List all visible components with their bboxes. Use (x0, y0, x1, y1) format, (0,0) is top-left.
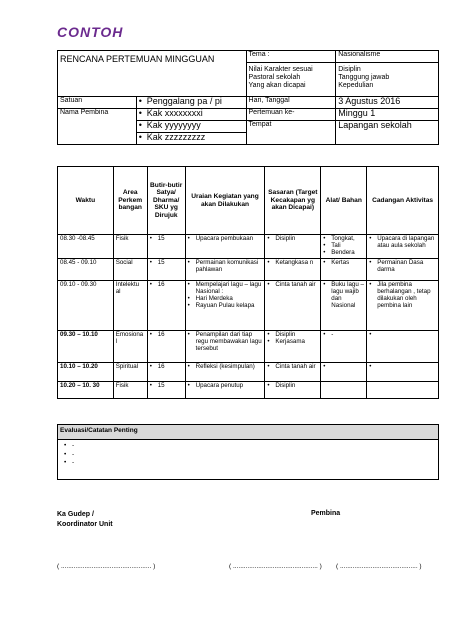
cell-uraian: • Upacara penutup (185, 382, 265, 399)
satuan-label: Satuan (58, 97, 137, 109)
cell-alat: • - (321, 331, 367, 363)
nilai-value-line: Disiplin (338, 66, 361, 73)
cell-butir: • 15 (147, 259, 185, 281)
cell-cadangan: • Permainan Dasa darma (367, 259, 439, 281)
header-uraian: Uraian Kegiatan yang akan Dilakukan (185, 167, 265, 235)
pembina-value: • Kak yyyyyyyy (136, 121, 246, 133)
cell-area: Social (113, 259, 147, 281)
evaluation-line: • - (64, 450, 75, 458)
table-row (58, 235, 439, 259)
cell-sasaran: • Ketangkasa n (265, 259, 321, 281)
right-signature-title: Pembina (311, 510, 341, 517)
right-signature-line-dots: ( ........................................... ) (336, 563, 422, 570)
cell-butir: • 15 (147, 382, 185, 399)
left-signature-line: Ka Gudep / (57, 511, 94, 518)
header-waktu: Waktu (58, 167, 114, 235)
pembina-value: • Kak zzzzzzzzz (136, 133, 246, 145)
satuan-value: • Penggalang pa / pi (136, 97, 246, 109)
cell-waktu: 10.20 – 10. 30 (58, 382, 114, 399)
left-signature-line: Koordinator Unit (57, 521, 113, 528)
cell-butir: • 16 (147, 331, 185, 363)
header-area: Area Perkem bangan (113, 167, 147, 235)
evaluation-title: Evaluasi/Catatan Penting (58, 425, 438, 440)
cell-area: Spiritual (113, 363, 147, 382)
tempat-value: Lapangan sekolah (336, 121, 439, 145)
header-cadangan: Cadangan Aktivitas (367, 167, 439, 235)
nilai-label (246, 63, 336, 97)
nilai-label-line: Pastoral sekolah (248, 74, 301, 81)
tema-label: Tema : (246, 51, 336, 63)
table-row (58, 363, 439, 382)
nilai-value (336, 63, 439, 97)
cell-cadangan: • (367, 363, 439, 382)
pembina-value: • Kak xxxxxxxxi (136, 109, 246, 121)
page-title: CONTOH (57, 24, 124, 40)
cell-alat: • Tongkat, • Tali • Bendera (321, 235, 367, 259)
table-row (58, 331, 439, 363)
table-row (58, 281, 439, 331)
table-row (58, 259, 439, 281)
cell-cadangan: • Upacara di lapangan atau aula sekolah (367, 235, 439, 259)
cell-area: Fisik (113, 382, 147, 399)
cell-butir: • 16 (147, 363, 185, 382)
cell-sasaran: • Disiplin (265, 382, 321, 399)
cell-area: Emosiona l (113, 331, 147, 363)
cell-cadangan: • (367, 331, 439, 363)
evaluation-box (57, 424, 439, 480)
nilai-value-line: Tanggung jawab (338, 74, 390, 81)
header-alat: Alat/ Bahan (321, 167, 367, 235)
left-signature-line-dots: ( .................................................. ) (57, 563, 156, 570)
evaluation-line: • - (64, 442, 75, 449)
cell-area: Intelektu al (113, 281, 147, 331)
pembina-label: Nama Pembina (58, 109, 137, 145)
header-butir: Butir-butir Satya/ Dharma/ SKU yg Dirujuk (147, 167, 185, 235)
info-table (57, 50, 439, 145)
left-signature-title (57, 510, 113, 530)
cell-sasaran: • Disiplin • Kerjasama (265, 331, 321, 363)
cell-uraian: • Penampilan dari tiap regu membawakan lagu tersebut (185, 331, 265, 363)
cell-waktu: 09.30 – 10.10 (58, 331, 114, 363)
cell-sasaran: • Disiplin (265, 235, 321, 259)
cell-alat: • Buku lagu – lagu wajib dan Nasional (321, 281, 367, 331)
evaluation-line: • - (64, 459, 75, 466)
doc-title: RENCANA PERTEMUAN MINGGUAN (58, 51, 247, 97)
cell-uraian: • Refleksi (kesimpulan) (185, 363, 265, 382)
hari-value: 3 Agustus 2016 (336, 97, 439, 109)
cell-alat: • (321, 363, 367, 382)
nilai-value-line: Kepedulian (338, 82, 374, 89)
cell-waktu: 08.30 -08.45 (58, 235, 114, 259)
tempat-label: Tempat (246, 121, 336, 145)
cell-waktu: 10.10 – 10.20 (58, 363, 114, 382)
cell-area: Fisik (113, 235, 147, 259)
cell-alat: • Kertas (321, 259, 367, 281)
mid-signature-line-dots: ( ............................................... ) (229, 563, 322, 570)
cell-waktu: 09.10 - 09.30 (58, 281, 114, 331)
cell-waktu: 08.45 - 09.10 (58, 259, 114, 281)
header-sasaran: Sasaran (Target Kecakapan yg akan Dicapai) (265, 167, 321, 235)
pertemuan-value: Minggu 1 (336, 109, 439, 121)
cell-sasaran: • Cinta tanah air (265, 363, 321, 382)
hari-label: Hari, Tanggal (246, 97, 336, 109)
table-row (58, 382, 439, 399)
nilai-label-line: Nilai Karakter sesuai (248, 66, 313, 73)
cell-uraian: • Upacara pembukaan (185, 235, 265, 259)
cell-cadangan: • Jila pembina berhalangan , tetap dilakukan oleh pembina lain (367, 281, 439, 331)
cell-uraian: • Permainan komunikasi pahlawan (185, 259, 265, 281)
cell-butir: • 15 (147, 235, 185, 259)
activity-table (57, 166, 439, 399)
nilai-label-line: Yang akan dicapai (248, 82, 306, 89)
cell-uraian: • Mempelajari lagu – lagu Nasional : • Hari Merdeka • Rayuan Pulau kelapa (185, 281, 265, 331)
pertemuan-label: Pertemuan ke- (246, 109, 336, 121)
cell-cadangan (367, 382, 439, 399)
tema-value: Nasionalisme (336, 51, 439, 63)
cell-sasaran: • Cinta tanah air (265, 281, 321, 331)
cell-butir: • 16 (147, 281, 185, 331)
cell-alat (321, 382, 367, 399)
